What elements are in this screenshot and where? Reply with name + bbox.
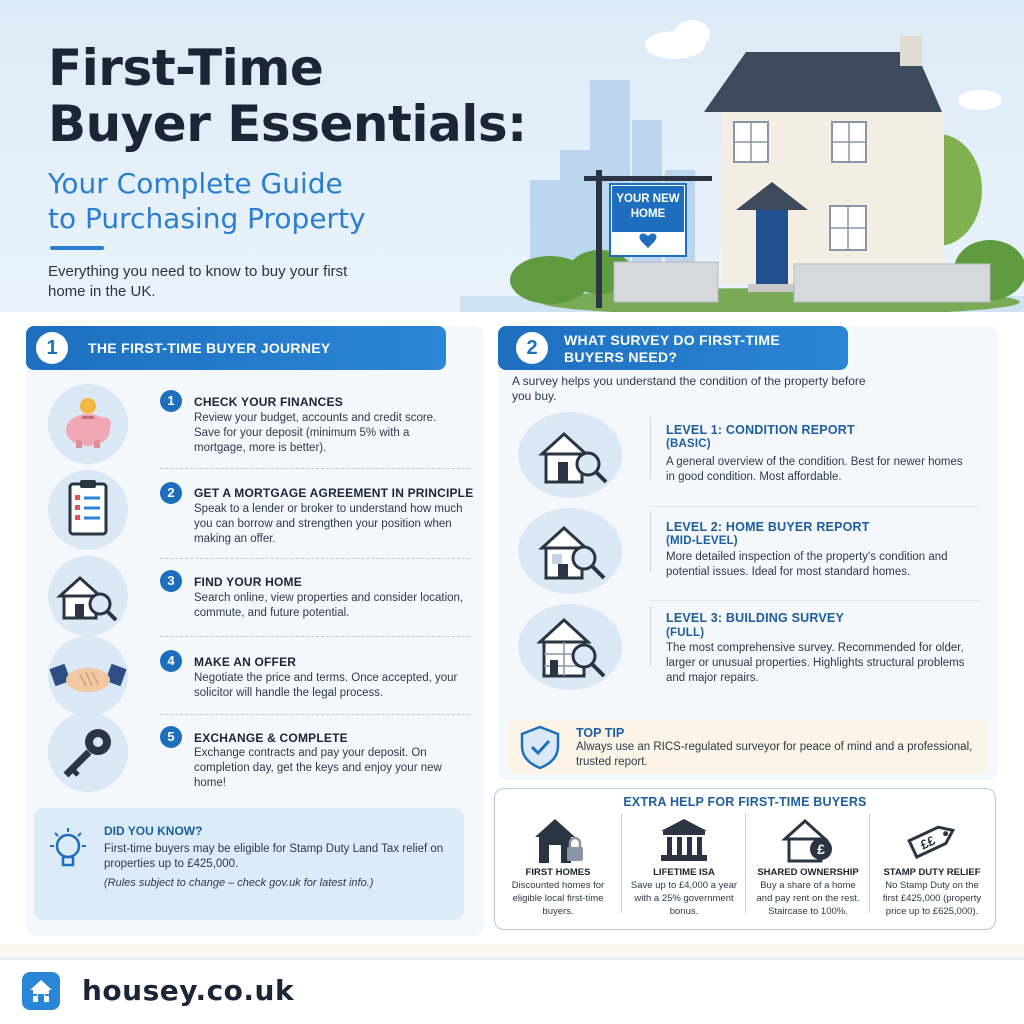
item-text: Save up to £4,000 a year with a 25% government bonus. (630, 880, 738, 917)
level-title: LEVEL 1: CONDITION REPORT (666, 423, 855, 437)
subtitle-line-2: to Purchasing Property (48, 202, 366, 235)
step-number: 4 (160, 650, 182, 672)
step-title: MAKE AN OFFER (194, 655, 297, 669)
hero-banner (0, 0, 1024, 312)
survey-title-line-1: WHAT SURVEY DO FIRST-TIME (564, 332, 780, 348)
section-number: 2 (516, 332, 548, 364)
housey-logo-icon[interactable] (22, 972, 60, 1010)
house-lock-icon (529, 815, 587, 865)
title-underline (50, 246, 104, 250)
divider (650, 606, 651, 666)
tag-glyph: ££ (917, 832, 938, 853)
item-text: Buy a share of a home and pay rent on the rest. Staircase to 100%. (756, 880, 860, 917)
shield-check-icon (518, 724, 562, 770)
hero-description: Everything you need to know to buy your first home in the UK. (48, 263, 348, 300)
divider (160, 636, 470, 637)
did-you-know-title: DID YOU KNOW? (104, 824, 203, 838)
extra-help-box (494, 788, 996, 930)
step-text: Exchange contracts and pay your deposit. On completion day, get the keys and enjoy your new home! (194, 747, 442, 789)
survey-title-line-2: BUYERS NEED? (564, 349, 678, 365)
door (756, 210, 788, 284)
sign-text (612, 192, 684, 222)
price-tag-icon (903, 815, 961, 865)
shared-ownership-item (749, 815, 867, 923)
svg-text:£: £ (817, 841, 825, 857)
clipboard-checklist-icon (48, 470, 128, 550)
divider (650, 506, 980, 507)
divider (621, 813, 622, 913)
divider (160, 558, 470, 559)
journey-header (26, 326, 446, 370)
item-title: STAMP DUTY RELIEF (883, 867, 981, 878)
brand-name[interactable]: housey.co.uk (82, 974, 295, 1007)
item-title: SHARED OWNERSHIP (757, 867, 859, 878)
section-title (564, 332, 780, 366)
did-you-know-note: (Rules subject to change – check gov.uk for latest info.) (104, 877, 374, 889)
section-title: THE FIRST-TIME BUYER JOURNEY (88, 340, 331, 356)
page-title (48, 40, 527, 152)
sign-text-line-2: HOME (630, 208, 666, 220)
divider (869, 813, 870, 913)
key-icon (48, 712, 128, 792)
bank-icon (655, 815, 713, 865)
top-tip-title: TOP TIP (576, 726, 625, 740)
step-number: 3 (160, 570, 182, 592)
level-tag: (MID-LEVEL) (666, 535, 738, 547)
level-text: The most comprehensive survey. Recommended for older, larger or unusual properties. Highlights structural problems and major repairs. (666, 642, 965, 684)
did-you-know-box (34, 808, 464, 920)
top-tip-text: Always use an RICS-regulated surveyor for peace of mind and a professional, trusted report. (576, 741, 973, 768)
lightbulb-icon (46, 826, 90, 876)
title-line-1: First-Time (48, 39, 324, 97)
step-number: 1 (160, 390, 182, 412)
step-text: Search online, view properties and consider location, commute, and future potential. (194, 592, 464, 619)
first-homes-item (499, 815, 617, 923)
condition-report-icon (518, 412, 622, 498)
item-title: FIRST HOMES (525, 867, 591, 878)
step-title: EXCHANGE & COMPLETE (194, 731, 348, 745)
divider (745, 813, 746, 913)
house-pound-icon (779, 815, 837, 865)
subtitle-line-1: Your Complete Guide (48, 167, 343, 200)
divider (650, 512, 651, 572)
level-text: More detailed inspection of the property's condition and potential issues. Ideal for most standard homes. (666, 551, 948, 578)
section-number: 1 (36, 332, 68, 364)
level-text: A general overview of the condition. Best for newer homes in good condition. Most affordable. (666, 456, 963, 483)
step-text: Speak to a lender or broker to understand how much you can borrow and strengthen your position when making an offer. (194, 503, 463, 545)
house-search-icon (48, 556, 128, 636)
top-tip-box (508, 720, 988, 774)
step-number: 2 (160, 482, 182, 504)
divider (650, 418, 651, 478)
level-title: LEVEL 3: BUILDING SURVEY (666, 611, 844, 625)
level-tag: (FULL) (666, 627, 705, 639)
did-you-know-text: First-time buyers may be eligible for Stamp Duty Land Tax relief on properties up to £425,000. (104, 843, 444, 870)
building-survey-icon (518, 604, 622, 690)
divider (650, 600, 980, 601)
item-text: Discounted homes for eligible local first-time buyers. (511, 880, 605, 917)
house-illustration (460, 0, 1024, 312)
step-text: Negotiate the price and terms. Once accepted, your solicitor will handle the legal process. (194, 672, 458, 699)
item-text: No Stamp Duty on the first £425,000 (property price up to £625,000). (882, 880, 982, 917)
step-title: GET A MORTGAGE AGREEMENT IN PRINCIPLE (194, 486, 474, 500)
sign-text-line-1: YOUR NEW (616, 193, 680, 205)
survey-intro: A survey helps you understand the condition of the property before you buy. (512, 374, 866, 403)
step-text: Review your budget, accounts and credit score. Save for your deposit (minimum 5% with a mortgage, more is better). (194, 412, 437, 454)
step-title: FIND YOUR HOME (194, 575, 302, 589)
item-title: LIFETIME ISA (653, 867, 715, 878)
home-buyer-report-icon (518, 508, 622, 594)
divider (160, 468, 470, 469)
handshake-icon (48, 636, 128, 716)
divider (160, 714, 470, 715)
step-number: 5 (160, 726, 182, 748)
stamp-duty-relief-item (873, 815, 991, 923)
step-title: CHECK YOUR FINANCES (194, 395, 343, 409)
level-tag: (BASIC) (666, 438, 711, 450)
lifetime-isa-item (625, 815, 743, 923)
page-subtitle (48, 166, 366, 236)
footer-band (0, 944, 1024, 958)
level-title: LEVEL 2: HOME BUYER REPORT (666, 520, 870, 534)
piggy-bank-icon (48, 384, 128, 464)
title-line-2: Buyer Essentials: (48, 95, 527, 153)
extra-help-title: EXTRA HELP FOR FIRST-TIME BUYERS (623, 795, 867, 809)
survey-header (498, 326, 848, 370)
